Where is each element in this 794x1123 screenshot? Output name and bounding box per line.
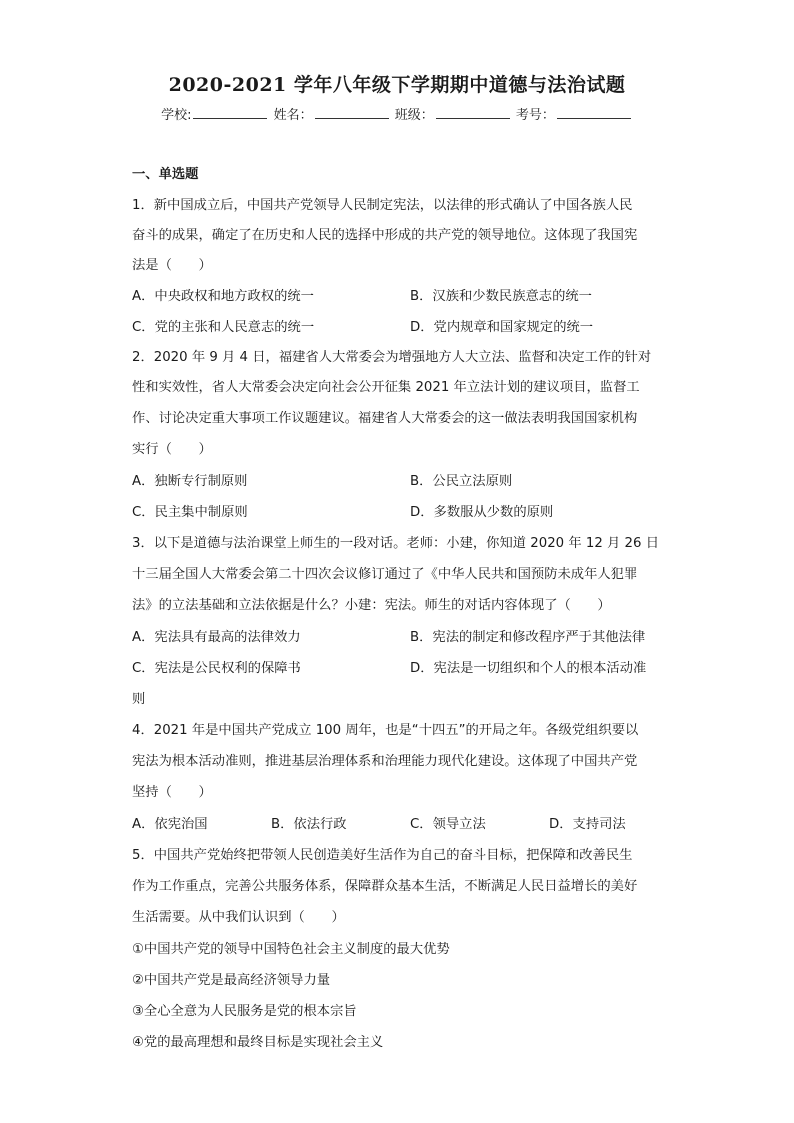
q2-line-2: 性和实效性，省人大常委会决定向社会公开征集 2021 年立法计划的建议项目，监督工: [132, 380, 640, 395]
class-label: 班级：: [394, 108, 434, 123]
exam-title: 2020-2021 学年八年级下学期期中道德与法治试题: [168, 74, 626, 96]
q5-line-2: 作为工作重点，完善公共服务体系，保障群众基本生活，不断满足人民日益增长的美好: [132, 879, 638, 894]
q1-option-b[interactable]: B．汉族和少数民族意志的统一: [410, 289, 592, 304]
q2-option-d[interactable]: D．多数服从少数的原则: [410, 505, 554, 520]
q1-option-d[interactable]: D．党内规章和国家规定的统一: [410, 320, 594, 335]
q2-option-a[interactable]: A．独断专行制原则: [132, 474, 248, 489]
q4-line-3: 坚持（ ）: [132, 785, 212, 800]
q1-line-2: 奋斗的成果，确定了在历史和人民的选择中形成的共产党的领导地位。这体现了我国宪: [132, 228, 638, 243]
q2-line-1: 2．2020 年 9 月 4 日，福建省人大常委会为增强地方人大立法、监督和决定工作的针对: [132, 350, 652, 365]
q4-option-c[interactable]: C．领导立法: [410, 817, 486, 832]
q3-option-b[interactable]: B．宪法的制定和修改程序严于其他法律: [410, 630, 646, 645]
name-label: 姓名：: [273, 108, 313, 123]
q3-line-2: 十三届全国人大常委会第二十四次会议修订通过了《中华人民共和国预防未成年人犯罪: [132, 567, 638, 582]
school-blank[interactable]: [193, 106, 267, 119]
q1-line-1: 1．新中国成立后，中国共产党领导人民制定宪法，以法律的形式确认了中国各族人民: [132, 198, 633, 213]
q5-item-4: ④党的最高理想和最终目标是实现社会主义: [132, 1035, 384, 1050]
q5-item-3: ③全心全意为人民服务是党的根本宗旨: [132, 1004, 357, 1019]
q1-line-3: 法是（ ）: [132, 258, 212, 273]
q3-option-d[interactable]: D．宪法是一切组织和个人的根本活动准: [410, 661, 647, 676]
q4-option-d[interactable]: D．支持司法: [549, 817, 626, 832]
q3-option-d-overflow: 则: [132, 692, 146, 707]
q2-option-c[interactable]: C．民主集中制原则: [132, 505, 248, 520]
q4-line-2: 宪法为根本活动准则，推进基层治理体系和治理能力现代化建设。这体现了中国共产党: [132, 754, 638, 769]
q1-option-a[interactable]: A．中央政权和地方政权的统一: [132, 289, 314, 304]
q5-item-1: ①中国共产党的领导中国特色社会主义制度的最大优势: [132, 942, 450, 957]
q3-option-a[interactable]: A．宪法具有最高的法律效力: [132, 630, 301, 645]
exam-no-blank[interactable]: [557, 106, 631, 119]
q3-line-1: 3．以下是道德与法治课堂上师生的一段对话。老师：小建，你知道 2020 年 12 月 26 日: [132, 536, 659, 551]
student-info-line: [0, 104, 794, 123]
q1-option-c[interactable]: C．党的主张和人民意志的统一: [132, 320, 315, 335]
q5-line-3: 生活需要。从中我们认识到（ ）: [132, 910, 345, 925]
q2-option-b[interactable]: B．公民立法原则: [410, 474, 513, 489]
q4-option-b[interactable]: B．依法行政: [271, 817, 347, 832]
exam-no-label: 考号：: [515, 108, 555, 123]
q4-option-a[interactable]: A．依宪治国: [132, 817, 208, 832]
q2-line-3: 作、讨论决定重大事项工作议题建议。福建省人大常委会的这一做法表明我国国家机构: [132, 411, 638, 426]
q4-line-1: 4．2021 年是中国共产党成立 100 周年，也是“十四五”的开局之年。各级党组织要以: [132, 723, 639, 738]
q3-line-3: 法》的立法基础和立法依据是什么？小建：宪法。师生的对话内容体现了（ ）: [132, 598, 611, 613]
q2-line-4: 实行（ ）: [132, 442, 212, 457]
class-blank[interactable]: [436, 106, 510, 119]
q3-option-c[interactable]: C．宪法是公民权利的保障书: [132, 661, 301, 676]
school-label: 学校:: [161, 108, 192, 123]
q5-item-2: ②中国共产党是最高经济领导力量: [132, 973, 331, 988]
name-blank[interactable]: [315, 106, 389, 119]
section-heading: 一、单选题: [132, 167, 199, 182]
q5-line-1: 5．中国共产党始终把带领人民创造美好生活作为自己的奋斗目标，把保障和改善民生: [132, 848, 633, 863]
